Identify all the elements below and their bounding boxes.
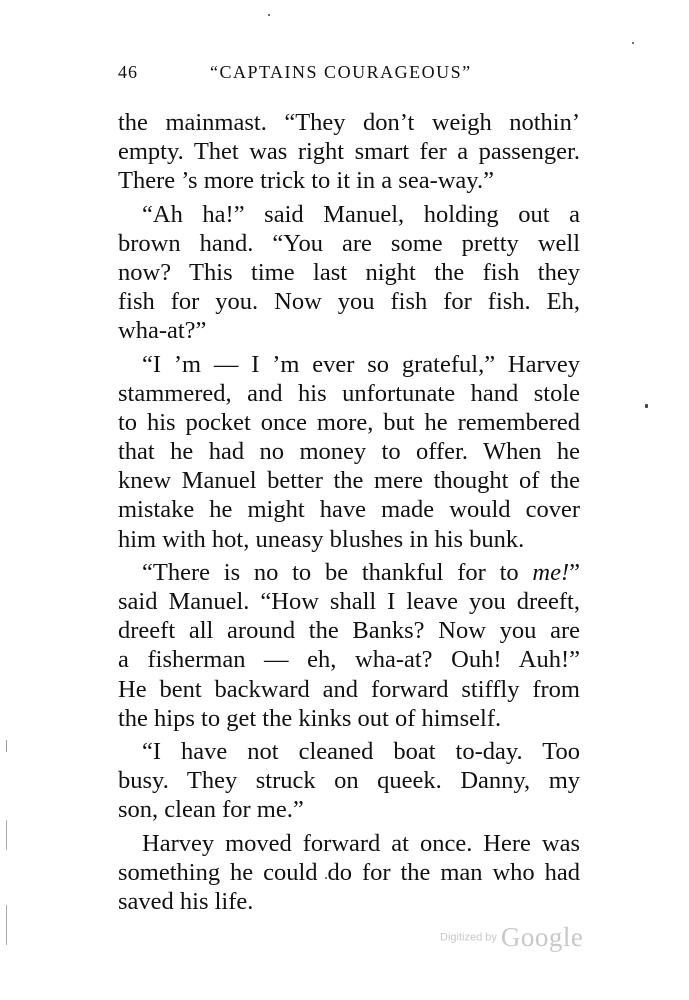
text-line: the mainmast. “They don’t weigh nothin’ [118,109,580,136]
scan-speck [6,905,7,945]
text-line: mistake he might have made would cover [118,496,580,524]
text-line: him with hot, uneasy blushes in his bunk. [118,525,525,553]
text-line: busy. They struck on queek. Danny, my [118,767,580,795]
running-title: “CAPTAINS COURAGEOUS” [210,62,472,82]
scan-speck [6,740,7,752]
scan-speck [632,42,634,44]
text-line: son, clean for me.” [118,796,304,824]
text-line: to his pocket once more, but he remembered [118,408,580,436]
digitized-watermark [440,922,640,958]
italic-emphasis: me! [532,558,570,586]
text-line: There ’s more trick to it in a sea-way.” [118,167,494,195]
watermark-brand: Google [500,922,584,952]
text-line: “I ’m — I ’m ever so grateful,” Harvey [142,350,580,378]
text-line: saved his life. [118,887,254,915]
text-segment: ” [569,558,580,586]
scan-speck [645,404,648,408]
text-line: wha-at?” [118,317,207,345]
text-line: stammered, and his unfortunate hand stole [118,379,580,407]
text-line: knew Manuel better the mere thought of the [118,467,580,495]
text-line: “Ah ha!” said Manuel, holding out a [142,200,580,228]
text-line: said Manuel. “How shall I leave you dreeft, [118,588,580,615]
page-number: 46 [118,62,138,82]
text-line: the hips to get the kinks out of himself. [118,704,502,732]
text-segment: “There is no to be thankful for to [142,558,533,586]
text-line: He bent backward and forward stiffly from [118,675,580,703]
text-line: brown hand. “You are some pretty well [118,229,580,257]
text-line: “I have not cleaned boat to-day. Too [142,737,580,765]
running-head [118,62,588,92]
text-line: now? This time last night the fish they [118,258,580,286]
text-line: something he could do for the man who had [118,858,580,886]
text-line: that he had no money to offer. When he [118,438,580,466]
text-line: a fisherman — eh, wha-at? Ouh! Auh!” [118,646,580,674]
text-line: Harvey moved forward at once. Here was [142,829,580,857]
scan-speck [268,14,270,16]
text-line: dreeft all around the Banks? Now you are [118,617,580,645]
body-text [118,108,580,916]
watermark-prefix: Digitized by [440,931,497,944]
text-line-with-italic [118,558,580,587]
text-line: empty. Thet was right smart fer a passenger. [118,138,580,166]
text-line: fish for you. Now you fish for fish. Eh, [118,288,580,316]
scan-speck [6,820,7,850]
